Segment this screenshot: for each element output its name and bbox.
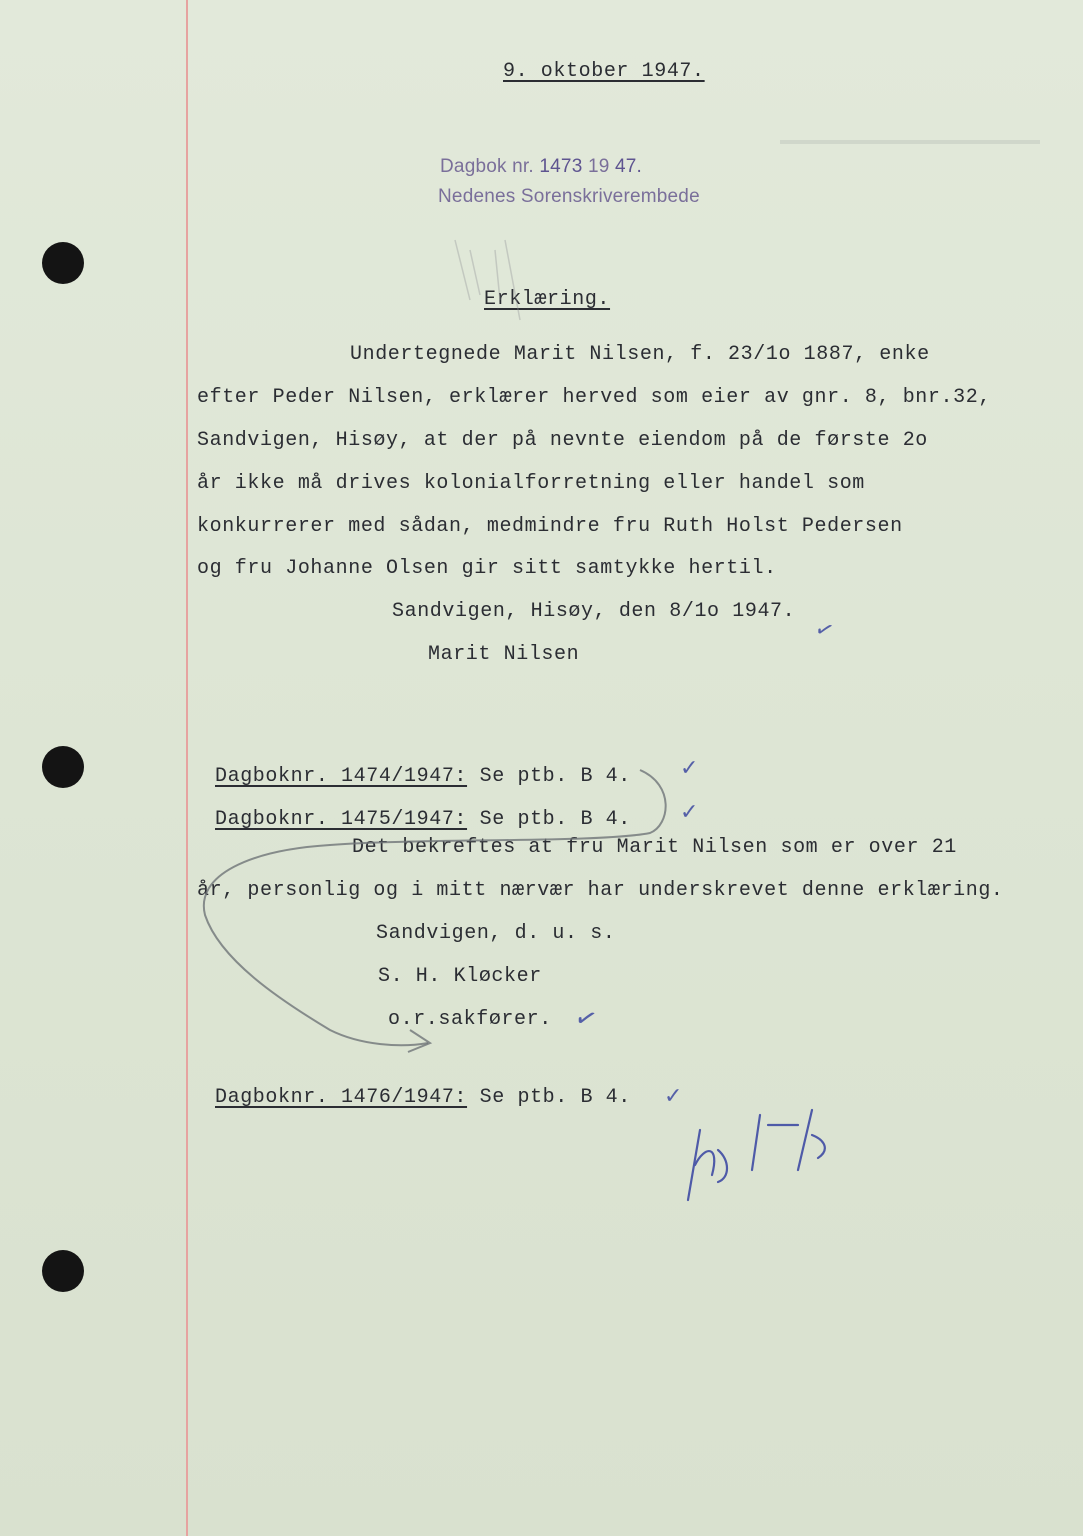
handwritten-initials — [688, 1110, 825, 1200]
attestation-line: Det bekreftes at fru Marit Nilsen som er over 21 — [352, 836, 957, 859]
diary-entry-text: Se ptb. B 4. — [479, 1086, 631, 1109]
declaration-signature: Marit Nilsen — [428, 643, 580, 666]
declaration-line: år ikke må drives kolonialforretning eller handel som — [197, 472, 865, 495]
diary-entry-ref: Dagboknr. 1474/1947: — [215, 765, 468, 788]
attestation-name: S. H. Kløcker — [378, 965, 542, 988]
attestation-place: Sandvigen, d. u. s. — [376, 922, 616, 945]
diary-entry-ref: Dagboknr. 1475/1947: — [215, 808, 468, 831]
check-mark-icon: ✓ — [680, 800, 699, 825]
attestation-line: år, personlig og i mitt nærvær har underskrevet denne erklæring. — [197, 879, 1004, 902]
declaration-line: og fru Johanne Olsen gir sitt samtykke hertil. — [197, 557, 777, 580]
diary-entry-text: Se ptb. B 4. — [479, 765, 631, 788]
check-mark-icon: ✓ — [570, 1001, 601, 1037]
pencil-arrowhead — [408, 1030, 430, 1052]
declaration-line: efter Peder Nilsen, erklærer herved som eier av gnr. 8, bnr.32, — [197, 386, 991, 409]
declaration-title: Erklæring. — [484, 288, 611, 311]
document-date: 9. oktober 1947. — [503, 60, 705, 83]
pencil-scribble — [455, 240, 520, 320]
check-mark-icon: ✓ — [811, 615, 838, 646]
diary-stamp-line-2: Nedenes Sorenskriverembede — [438, 186, 700, 207]
diary-entry-text: Se ptb. B 4. — [479, 808, 631, 831]
check-mark-icon: ✓ — [664, 1084, 683, 1109]
diary-entry-ref: Dagboknr. 1476/1947: — [215, 1086, 468, 1109]
stamp-prefix: Dagbok nr. — [440, 156, 534, 177]
check-mark-icon: ✓ — [680, 756, 699, 781]
stamp-number: 1473 — [539, 156, 583, 177]
declaration-line: Sandvigen, Hisøy, at der på nevnte eiendom på de første 2o — [197, 429, 928, 452]
declaration-line: Undertegnede Marit Nilsen, f. 23/1o 1887, enke — [350, 343, 930, 366]
stamp-year: 47. — [614, 156, 642, 177]
attestation-title: o.r.sakfører. — [388, 1008, 552, 1031]
declaration-place-date: Sandvigen, Hisøy, den 8/1o 1947. — [392, 600, 796, 623]
pencil-arrow — [204, 770, 666, 1045]
declaration-line: konkurrerer med sådan, medmindre fru Ruth Holst Pedersen — [197, 515, 903, 538]
stamp-century: 19 — [587, 156, 610, 177]
